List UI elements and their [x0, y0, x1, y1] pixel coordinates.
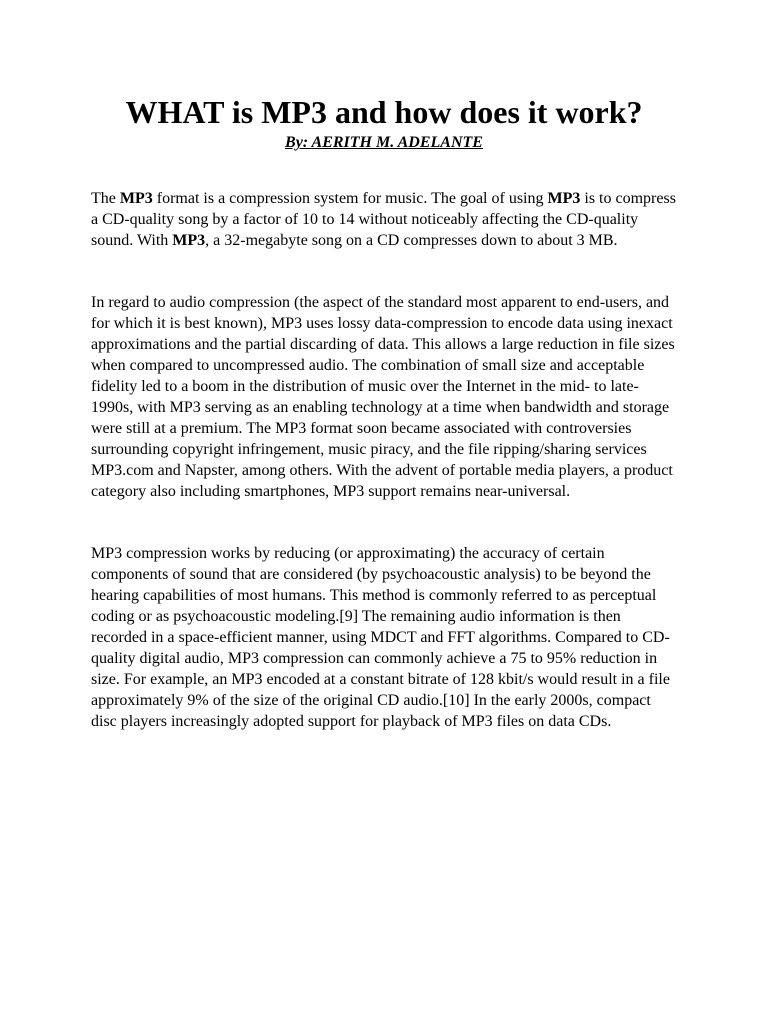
paragraph-intro-bold-2: MP3: [547, 190, 581, 207]
paragraph-intro-bold-1: MP3: [119, 190, 153, 207]
paragraph-intro-text-2: format is a compression system for music. The goal of using: [152, 190, 548, 207]
paragraph-intro-text-3: is to compress a CD-quality song by a factor of 10 to 14 without noticeably affecting the CD-quality sound. With: [91, 190, 676, 249]
paragraph-intro-text-4: , a 32-megabyte song on a CD compresses down to about 3 MB.: [205, 232, 618, 249]
document-title: WHAT is MP3 and how does it work?: [125, 94, 643, 130]
paragraph-audio-compression: In regard to audio compression (the aspect of the standard most apparent to end-users, and for which it is best known), MP3 uses lossy data-compression to encode data using inexact approximations and the partial discarding of data. This allows a large reduction in file sizes when compared to uncompressed audio. The combination of small size and acceptable fidelity led to a boom in the distribution of music over the Internet in the mid- to late-1990s, with MP3 serving as an enabling technology at a time when bandwidth and storage were still at a premium. The MP3 format soon became associated with controversies surrounding copyright infringement, music piracy, and the file ripping/sharing services MP3.com and Napster, among others. With the advent of portable media players, a product category also including smartphones, MP3 support remains near-universal.: [91, 294, 675, 500]
paragraph-intro-bold-3: MP3: [172, 232, 206, 249]
paragraph-how-it-works: MP3 compression works by reducing (or approximating) the accuracy of certain components of sound that are considered (by psychoacoustic analysis) to be beyond the hearing capabilities of most humans. This method is commonly referred to as perceptual coding or as psychoacoustic modeling.[9] The remaining audio information is then recorded in a space-efficient manner, using MDCT and FFT algorithms. Compared to CD-quality digital audio, MP3 compression can commonly achieve a 75 to 95% reduction in size. For example, an MP3 encoded at a constant bitrate of 128 kbit/s would result in a file approximately 9% of the size of the original CD audio.[10] In the early 2000s, compact disc players increasingly adopted support for playback of MP3 files on data CDs.: [91, 545, 670, 730]
author-byline: By: AERITH M. ADELANTE: [285, 134, 483, 151]
paragraph-intro-text-1: The: [91, 190, 120, 207]
paragraph-intro: [91, 188, 677, 251]
